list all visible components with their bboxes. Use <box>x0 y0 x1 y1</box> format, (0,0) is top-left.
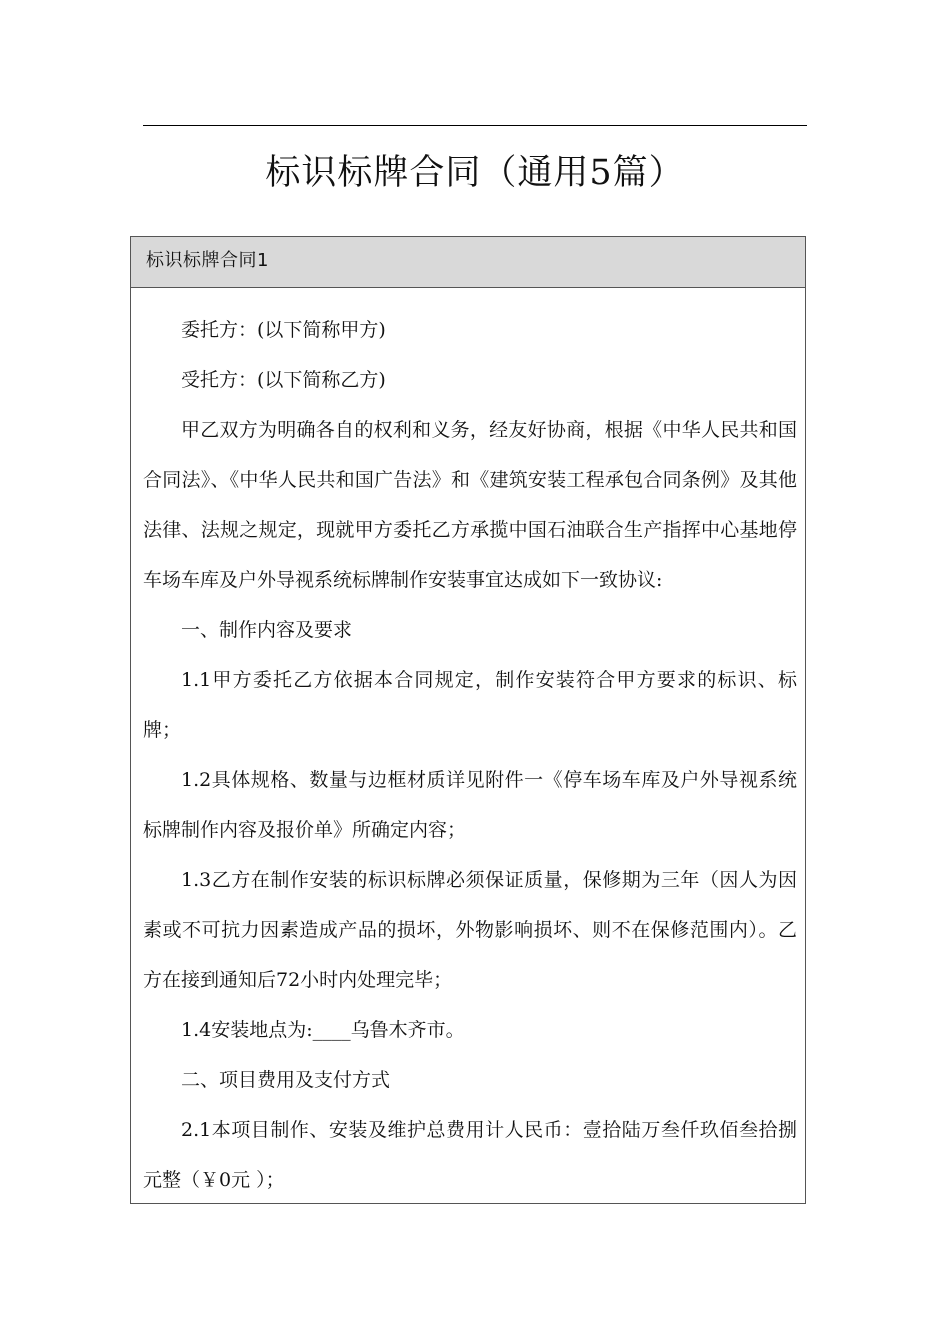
paragraph-clause-1-1: 1.1甲方委托乙方依据本合同规定，制作安装符合甲方要求的标识、标牌； <box>143 669 797 741</box>
paragraph-clause-2-1: 2.1本项目制作、安装及维护总费用计人民币：壹拾陆万叁仟玖佰叁拾捌元整（￥0元 ）； <box>143 1119 797 1191</box>
paragraph-preamble: 甲乙双方为明确各自的权利和义务，经友好协商，根据《中华人民共和国合同法》、《中华人民共和国广告法》和《建筑安装工程承包合同条例》及其他法律、法规之规定，现就甲方委托乙方承揽中国石油联合生产指挥中心基地停车场车库及户外导视系统标牌制作安装事宜达成如下一致协议: <box>143 419 797 591</box>
paragraph-entrusted-party: 受托方：(以下简称乙方) <box>181 369 386 391</box>
top-rule <box>143 125 807 126</box>
section-body <box>131 288 805 1205</box>
paragraph-heading-1: 一、制作内容及要求 <box>181 619 353 641</box>
contract-section <box>130 236 806 1204</box>
paragraph-heading-2: 二、项目费用及支付方式 <box>181 1069 391 1091</box>
paragraph-clause-1-4: 1.4安装地点为:____乌鲁木齐市。 <box>181 1019 465 1041</box>
paragraph-clause-1-2: 1.2具体规格、数量与边框材质详见附件一《停车场车库及户外导视系统标牌制作内容及报价单》所确定内容； <box>143 769 797 841</box>
section-header: 标识标牌合同1 <box>131 237 805 288</box>
paragraph-clause-1-3: 1.3乙方在制作安装的标识标牌必须保证质量，保修期为三年（因人为因素或不可抗力因素造成产品的损坏，外物影响损坏、则不在保修范围内）。乙方在接到通知后72小时内处理完毕； <box>143 869 797 991</box>
document-title: 标识标牌合同（通用5篇） <box>265 153 685 193</box>
paragraph-entrusting-party: 委托方：(以下简称甲方) <box>181 319 386 341</box>
